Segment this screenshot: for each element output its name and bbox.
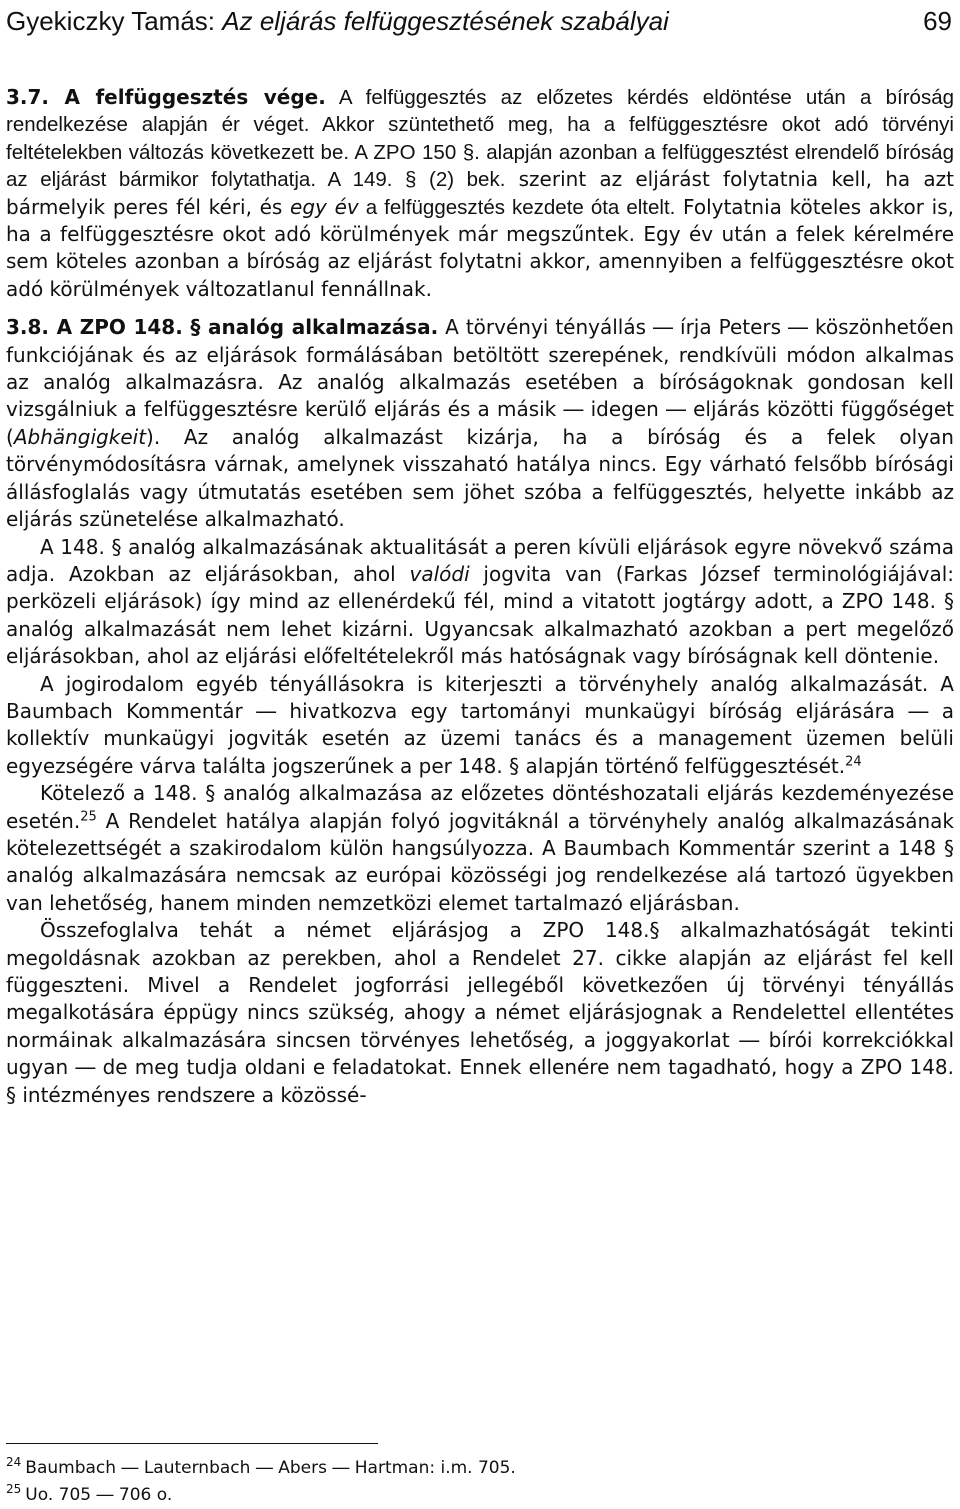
section-3-7-emphasis: egy év (290, 194, 359, 219)
header-author: Gyekiczky Tamás: (6, 6, 216, 36)
section-3-7-text-4: Folytatnia köteles akkor is, ha a felfüggesztésre okot adó körülmények már megszűntek. Egy év után a felek kérelmére sem köteles azonban a bíróság az eljárást folytatni akkor, amennyiben a felfüggesztésre okot adó körülmények változatlanul fennállnak. (6, 194, 954, 301)
footnote-24 (6, 1455, 954, 1482)
footnote-ref-25[interactable]: 25 (80, 808, 97, 824)
kotelezo-text-1: Kötelező a 148. § analóg alkalmazása az előzetes döntéshozatali eljárás kezdeményezése esetén. (6, 781, 954, 833)
section-3-7-paragraph (6, 84, 954, 303)
section-3-8-heading: 3.8. A ZPO 148. § analóg alkalmazása. (6, 315, 439, 340)
footnote-text: Uo. 705 ― 706 o. (25, 1485, 173, 1505)
a148-paragraph (6, 534, 954, 671)
section-3-7-text-3: a felfüggesztés kezdete óta eltelt. (358, 195, 676, 219)
header-title: Az eljárás felfüggesztésének szabályai (222, 6, 669, 36)
section-3-8-paragraph (6, 314, 954, 533)
page-number: 69 (923, 6, 952, 36)
section-3-8-emphasis: Abhängigkeit (13, 424, 147, 449)
section-3-7-text-1: A felfüggesztés az előzetes kérdés eldöntése után a bíróság rendelkezése alapján ér véget. Akkor szüntethető meg, ha a felfüggesztésre okot adó törvényi feltételekben változás következett be. A ZPO 150 §. alapján azonban a felfüggesztést elrendelő bíróság az eljárást bármikor folytathatja. A 149. § (2) bek. (6, 86, 955, 192)
body-text (6, 84, 954, 1109)
footnote-number: 25 (6, 1482, 22, 1497)
section-3-8-text-2: ). Az analóg alkalmazást kizárja, ha a bíróság és a felek olyan törvénymódosításra várnak, amelynek visszaható hatálya nincs. Egy várható felsőbb bírósági állásfoglalás vagy útmutatás esetében sem jöhet szóba a felfüggesztés, helyette inkább az eljárás szünetelése alkalmazható. (6, 424, 954, 532)
osszefoglalva-text: Összefoglalva tehát a német eljárásjog a ZPO 148.§ alkalmazhatóságát tekinti megoldásnak azokban az perekben, ahol a Rendelet 27. cikke alapján az eljárást fel kell függeszteni. Mivel a Rendelet jogforrási jellegéből következően új törvényi tényállás megalkotására éppügy nincs szükség, ahogy a német eljárásjognak a Rendelettel ellentétes normáinak alkalmazására sincsen törvényes lehetőség, a joggyakorlat ― bírói korrekciókkal ugyan ― de meg tudja oldani e feladatokat. Ennek ellenére nem tagadható, hogy a ZPO 148. § intézményes rendszere a közössé- (6, 918, 954, 1107)
a148-text-1: A 148. § analóg alkalmazásának aktualitását a peren kívüli eljárások egyre növekvő száma adja. Azokban az eljárásokban, ahol (6, 534, 954, 586)
kotelezo-text-2: A Rendelet hatálya alapján folyó jogvitáknál a törvényhely analóg alkalmazásának kötelezettségét a szakirodalom külön hangsúlyozza. A Baumbach Kommentár szerint a 148 § analóg alkalmazására nemcsak az európai közösségi jog rendelkezése alá tartozó ügyekben van lehetőség, hanem minden nemzetközi elemet tartalmazó eljárásban. (6, 808, 954, 915)
footnote-number: 24 (6, 1455, 22, 1470)
running-header (6, 2, 954, 40)
footnote-separator (6, 1443, 378, 1444)
a148-text-2: jogvita van (Farkas József terminológiájával: perközeli eljárások) így mind az ellenérdekű fél, mind a vitatott jogtárgy adott, a ZPO 148. § analóg alkalmazását nem lehet kizárni. Ugyancsak alkalmazható azokban a pert megelőző eljárásokban, ahol az eljárási előfeltételekről más hatóságnak vagy bíróságnak kell döntenie. (6, 561, 954, 669)
section-3-8-text-1: A törvényi tényállás ― írja Peters ― köszönhetően funkciójának és az eljárások formálásában betöltött szerepének, rendkívüli módon alkalmas az analóg alkalmazásra. Az analóg alkalmazás esetében a bíróságoknak gondosan kell vizsgálniuk a felfüggesztésre kerülő eljárás és a másik ― idegen ― eljárás közötti függőséget ( (6, 315, 954, 449)
jogirodalom-text: A jogirodalom egyéb tényállásokra is kiterjeszti a törvényhely analóg alkalmazását. A Baumbach Kommentár ― hivatkozva egy tartományi munkaügyi bíróság eljárására ― a kollektív munkaügyi jogviták esetén az üzemi tanács és a management üzemen belüli egyezségére várva találta jogszerűnek a per 148. § alapján történő felfüggesztését. (6, 671, 954, 778)
osszefoglalva-paragraph (6, 917, 954, 1109)
a148-emphasis: valódi (409, 561, 470, 586)
section-3-7-text-2: szerint az eljárást folytatnia kell, ha azt bármelyik peres fél kéri, és (6, 167, 954, 219)
section-3-7-heading: 3.7. A felfüggesztés vége. (6, 85, 326, 109)
footnote-ref-24[interactable]: 24 (845, 754, 862, 770)
footnote-25 (6, 1482, 954, 1509)
jogirodalom-paragraph (6, 671, 954, 781)
footnote-text: Baumbach ― Lauternbach ― Abers ― Hartman: i.m. 705. (25, 1458, 516, 1478)
kotelezo-paragraph (6, 780, 954, 917)
footnotes (6, 1455, 954, 1509)
